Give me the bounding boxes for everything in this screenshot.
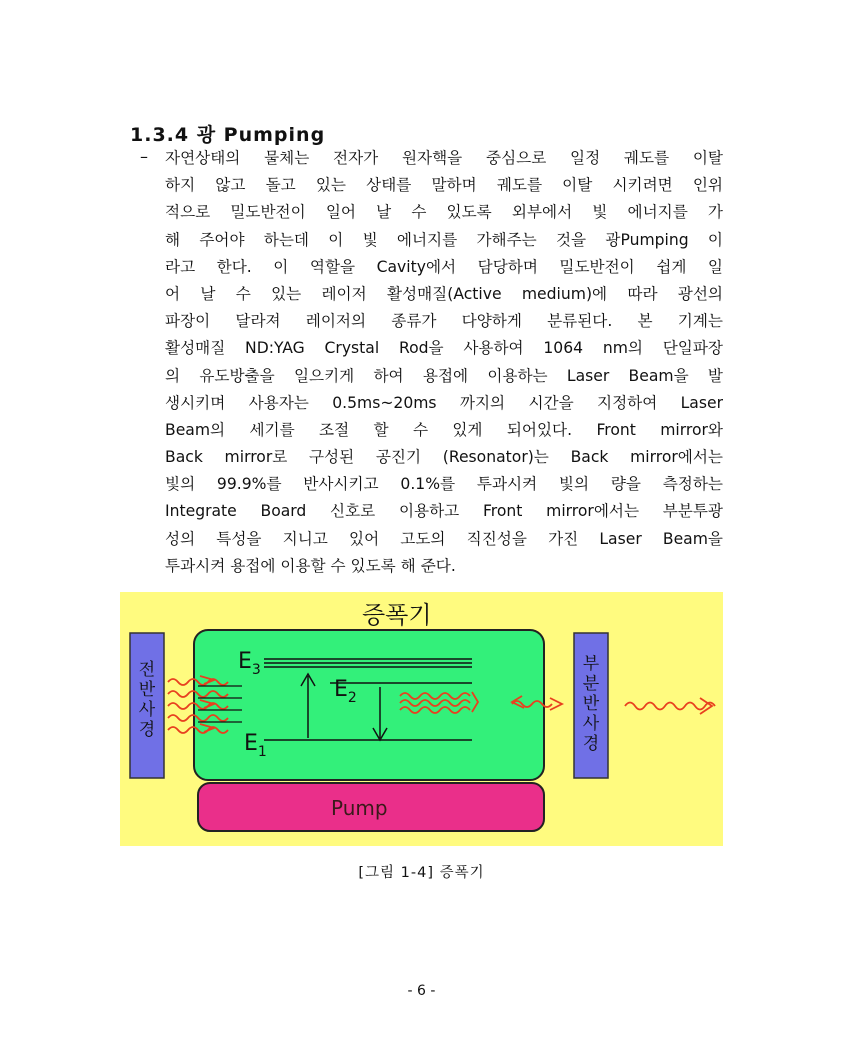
pump-label: Pump [331,796,388,820]
e1-label: $E_1$ [244,731,267,760]
page-number: - 6 - [407,983,436,999]
output-wave [625,698,715,714]
paragraph-line: 어 날 수 있는 레이저 활성매질(Active medium)에 따라 광선의 [165,284,723,303]
paragraph-line: Integrate Board 신호로 이용하고 Front mirror에서는 부분투광 [165,502,723,521]
bullet-dash: – [140,147,148,166]
amplifier-title: 증폭기 [362,601,432,629]
paragraph-line: 자연상태의 물체는 전자가 원자핵을 중심으로 일정 궤도를 이탈 [165,149,723,167]
paragraph-line: 투과시켜 용접에 이용할 수 있도록 해 준다. [165,556,456,575]
partial-reflector-label: 부 분 반 사 경 [582,654,600,754]
paragraph-line: 적으로 밀도반전이 일어 날 수 있도록 외부에서 빛 에너지를 가 [165,203,723,222]
section-heading: 1.3.4 광 Pumping [130,124,326,146]
e2-label: $E_2$ [334,677,357,706]
paragraph-line: 하지 않고 돌고 있는 상태를 말하며 궤도를 이탈 시키려면 인위 [165,176,723,195]
paragraph-line: 의 유도방출을 일으키게 하여 용접에 이용하는 Laser Beam을 발 [165,366,723,385]
paragraph-line: 파장이 달라져 레이저의 종류가 다양하게 분류된다. 본 기계는 [165,312,723,331]
paragraph-line: 성의 특성을 지니고 있어 고도의 직진성을 가진 Laser Beam을 [165,529,723,548]
body-paragraph [165,145,723,580]
paragraph-line: 생시키며 사용자는 0.5ms~20ms 까지의 시간을 지정하여 Laser [165,393,723,412]
total-reflector-label: 전 반 사 경 [138,660,156,740]
amplifier-diagram [120,592,723,846]
paragraph-line: Beam의 세기를 조절 할 수 있게 되어있다. Front mirror와 [165,420,723,439]
paragraph-line: 활성매질 ND:YAG Crystal Rod을 사용하여 1064 nm의 단일파장 [165,339,723,358]
amplifier-figure [120,592,723,846]
paragraph-line: 라고 한다. 이 역할을 Cavity에서 담당하며 밀도반전이 쉽게 일 [165,257,723,276]
e3-label: $E_3$ [238,649,261,678]
paragraph-line: 빛의 99.9%를 반사시키고 0.1%를 투과시켜 빛의 량을 측정하는 [165,475,723,494]
figure-caption: [그림 1-4] 증폭기 [358,865,485,881]
paragraph-line: Back mirror로 구성된 공진기 (Resonator)는 Back mirror에서는 [165,448,723,467]
paragraph-line: 해 주어야 하는데 이 빛 에너지를 가해주는 것을 광Pumping 이 [165,230,723,249]
